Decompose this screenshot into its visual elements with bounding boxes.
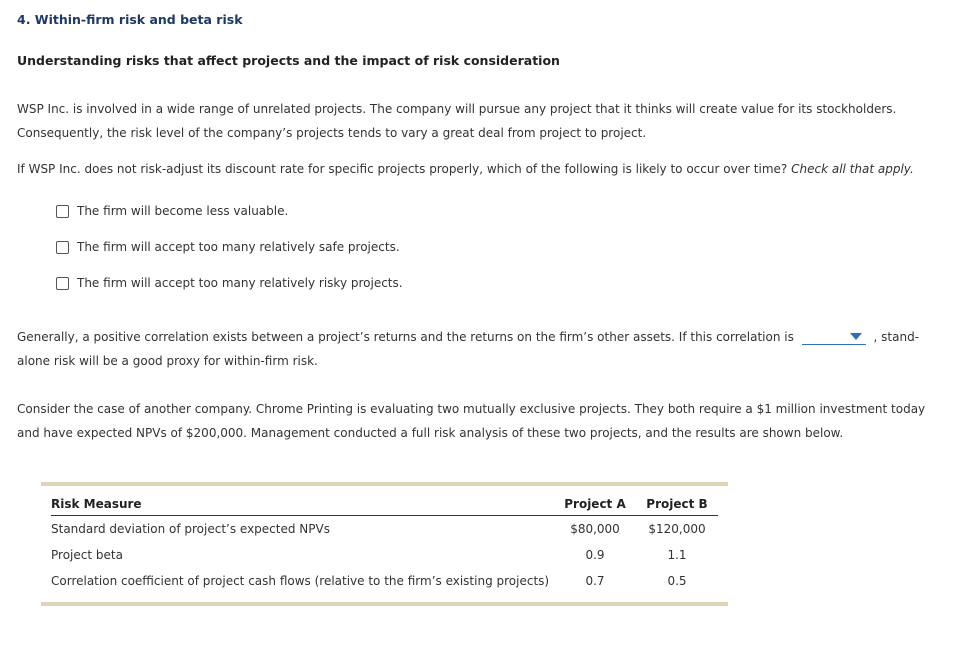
row-label: Correlation coefficient of project cash flows (relative to the firm’s existing projects) xyxy=(51,573,550,588)
risk-table-container xyxy=(41,482,728,606)
case-paragraph: Consider the case of another company. Chrome Printing is evaluating two mutually exclusive projects. They both require a $1 million investment today and have expected NPVs of $200,000. Management conducted a full risk analysis of these two projects, and the results are shown below. xyxy=(17,402,926,440)
table-row xyxy=(51,568,718,594)
correlation-dropdown[interactable] xyxy=(802,330,866,345)
checkbox[interactable] xyxy=(56,205,69,218)
project-a-value: $80,000 xyxy=(570,521,620,536)
row-label: Standard deviation of project’s expected NPVs xyxy=(51,521,330,536)
correlation-text-after: , stand-alone risk will be a good proxy for within-firm risk. xyxy=(17,330,920,368)
option-label: The firm will become less valuable. xyxy=(77,204,289,218)
option-too-many-safe[interactable] xyxy=(56,239,400,255)
project-b-value: $120,000 xyxy=(648,521,706,536)
checkbox[interactable] xyxy=(56,277,69,290)
question-instruction: Check all that apply. xyxy=(791,162,914,176)
header-project-a: Project A xyxy=(554,494,636,516)
intro-paragraph: WSP Inc. is involved in a wide range of unrelated projects. The company will pursue any project that it thinks will create value for its stockholders. Consequently, the risk level of the company’s projects tends to vary a great deal from project to project. xyxy=(17,102,897,140)
project-a-value: 0.7 xyxy=(585,573,605,588)
project-a-value: 0.9 xyxy=(585,547,605,562)
project-b-value: 1.1 xyxy=(667,547,687,562)
question-paragraph xyxy=(17,157,937,181)
question-text: If WSP Inc. does not risk-adjust its discount rate for specific projects properly, which of the following is likely to occur over time? xyxy=(17,162,788,176)
checkbox[interactable] xyxy=(56,241,69,254)
section-title: 4. Within-firm risk and beta risk xyxy=(17,12,243,27)
correlation-text-before: Generally, a positive correlation exists between a project’s returns and the returns on the firm’s other assets. If this correlation is xyxy=(17,330,794,344)
chevron-down-icon[interactable] xyxy=(850,333,862,340)
header-risk-measure: Risk Measure xyxy=(51,494,554,516)
row-label: Project beta xyxy=(51,547,123,562)
risk-table xyxy=(51,494,718,594)
table-header-row xyxy=(51,494,718,516)
option-label: The firm will accept too many relatively risky projects. xyxy=(77,276,403,290)
correlation-paragraph xyxy=(17,325,927,373)
project-b-value: 0.5 xyxy=(667,573,687,588)
option-label: The firm will accept too many relatively safe projects. xyxy=(77,240,400,254)
option-too-many-risky[interactable] xyxy=(56,275,403,291)
section-subtitle: Understanding risks that affect projects and the impact of risk consideration xyxy=(17,53,560,68)
table-row xyxy=(51,516,718,543)
header-project-b: Project B xyxy=(636,494,718,516)
option-less-valuable[interactable] xyxy=(56,203,288,219)
table-row xyxy=(51,542,718,568)
